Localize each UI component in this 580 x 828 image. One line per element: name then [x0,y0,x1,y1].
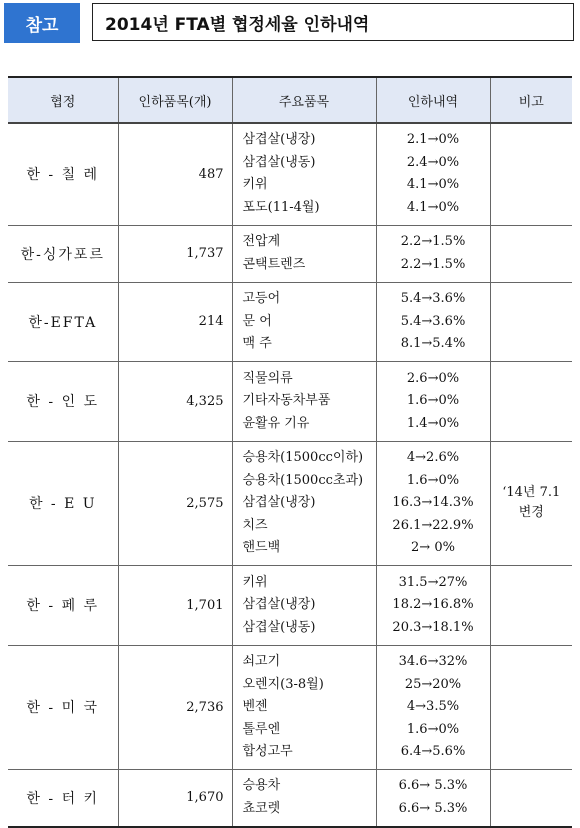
note-cell [490,770,572,827]
table-row [8,225,572,282]
rate-change: 5.4→3.6% [400,313,466,329]
rate-change: 1.6→0% [406,393,460,408]
item-name: 키위 [242,177,268,193]
count-cell: 214 [118,282,232,362]
item-name: 삼겹살(냉동) [242,619,316,635]
table-row [8,770,572,827]
item-name: 삼겹살(냉장) [242,495,316,510]
rates-cell [376,282,490,362]
note-text: 변경 [518,505,544,521]
items-cell [232,282,376,362]
item-name: 맥 주 [242,336,272,351]
rates-cell [376,123,490,225]
count-cell: 4,325 [118,362,232,442]
count-cell: 1,670 [118,770,232,827]
items-cell [232,441,376,566]
rate-change: 1.4→0% [406,415,460,431]
table-row [8,282,572,362]
rate-change: 5.4→3.6% [400,291,466,306]
rate-change: 1.6→0% [406,472,460,488]
rates-cell [376,441,490,566]
rate-change: 4.1→0% [406,177,460,193]
note-cell [490,566,572,646]
table-header-row [8,77,572,123]
agreement-cell: 한 - 칠 레 [8,123,118,225]
header-agreement: 협정 [8,77,118,123]
rate-change: 2.6→0% [406,370,460,386]
agreement-cell: 한-싱가포르 [8,225,118,282]
rate-change: 6.6→ 5.3% [398,800,468,816]
table-row [8,566,572,646]
fta-rate-table [8,76,572,828]
item-name: 키위 [242,574,268,590]
note-cell [490,225,572,282]
item-name: 포도(11-4월) [242,199,320,215]
count-cell: 1,701 [118,566,232,646]
item-name: 톨루엔 [242,721,281,737]
rate-change: 20.3→18.1% [392,619,474,635]
item-name: 문 어 [242,313,272,329]
item-name: 삼겹살(냉장) [242,132,316,148]
item-name: 승용차(1500cc초과) [242,472,364,488]
item-name: 쵸코렛 [242,800,281,816]
items-cell [232,566,376,646]
item-name: 오렌지(3-8월) [242,676,324,692]
items-cell [232,645,376,770]
count-cell: 2,575 [118,441,232,566]
item-name: 기타자동차부품 [242,393,331,408]
agreement-cell: 한 - 터 키 [8,770,118,827]
rate-change: 18.2→16.8% [392,597,474,612]
rate-change: 2.1→0% [406,132,460,148]
rate-change: 1.6→0% [406,721,460,737]
rate-change: 2.2→1.5% [400,234,466,249]
item-name: 승용차 [242,778,281,794]
rate-change: 6.6→ 5.3% [398,778,468,794]
agreement-cell: 한 - E U [8,441,118,566]
rates-cell [376,770,490,827]
rates-cell [376,225,490,282]
header-count: 인하품목(개) [118,77,232,123]
count-cell: 487 [118,123,232,225]
items-cell [232,123,376,225]
header-note: 비고 [490,77,572,123]
rate-change: 16.3→14.3% [392,495,474,510]
header-items: 주요품목 [232,77,376,123]
item-name: 벤젠 [242,699,268,714]
item-name: 고등어 [242,291,281,306]
table-row [8,123,572,225]
note-cell [490,441,572,566]
item-name: 삼겹살(냉동) [242,154,316,170]
page-title: 2014년 FTA별 협정세율 인하내역 [92,3,574,41]
rates-cell [376,566,490,646]
rate-change: 2.2→1.5% [400,256,466,272]
item-name: 핸드백 [242,540,281,555]
rate-change: 8.1→5.4% [400,336,466,351]
note-text: ‘14년 7.1 [502,485,561,501]
rate-change: 4.1→0% [406,199,460,215]
table-row [8,362,572,442]
items-cell [232,770,376,827]
note-cell [490,362,572,442]
rates-cell [376,645,490,770]
rates-cell [376,362,490,442]
count-cell: 1,737 [118,225,232,282]
agreement-cell: 한-EFTA [8,282,118,362]
rate-change: 25→20% [404,676,462,692]
item-name: 쇠고기 [242,654,281,669]
rate-change: 4→3.5% [406,699,460,714]
rate-change: 31.5→27% [398,574,468,590]
table-row [8,645,572,770]
reference-badge: 참고 [4,3,80,43]
item-name: 승용차(1500cc이하) [242,450,364,465]
item-name: 윤활유 기유 [242,415,310,431]
rate-change: 6.4→5.6% [400,744,466,759]
note-cell [490,645,572,770]
rate-change: 34.6→32% [398,654,468,669]
rate-change: 26.1→22.9% [392,517,474,533]
item-name: 콘택트렌즈 [242,256,306,272]
item-name: 합성고무 [242,744,293,759]
agreement-cell: 한 - 미 국 [8,645,118,770]
note-cell [490,123,572,225]
item-name: 삼겹살(냉장) [242,597,316,612]
note-cell [490,282,572,362]
count-cell: 2,736 [118,645,232,770]
table-row [8,441,572,566]
rate-change: 4→2.6% [406,450,460,465]
items-cell [232,225,376,282]
items-cell [232,362,376,442]
page-header [4,3,576,43]
agreement-cell: 한 - 인 도 [8,362,118,442]
item-name: 전압계 [242,234,281,249]
item-name: 치즈 [242,517,268,533]
rate-change: 2.4→0% [406,154,460,170]
rate-change: 2→ 0% [411,540,455,555]
header-rates: 인하내역 [376,77,490,123]
agreement-cell: 한 - 페 루 [8,566,118,646]
item-name: 직물의류 [242,370,293,386]
table-body [8,123,572,827]
